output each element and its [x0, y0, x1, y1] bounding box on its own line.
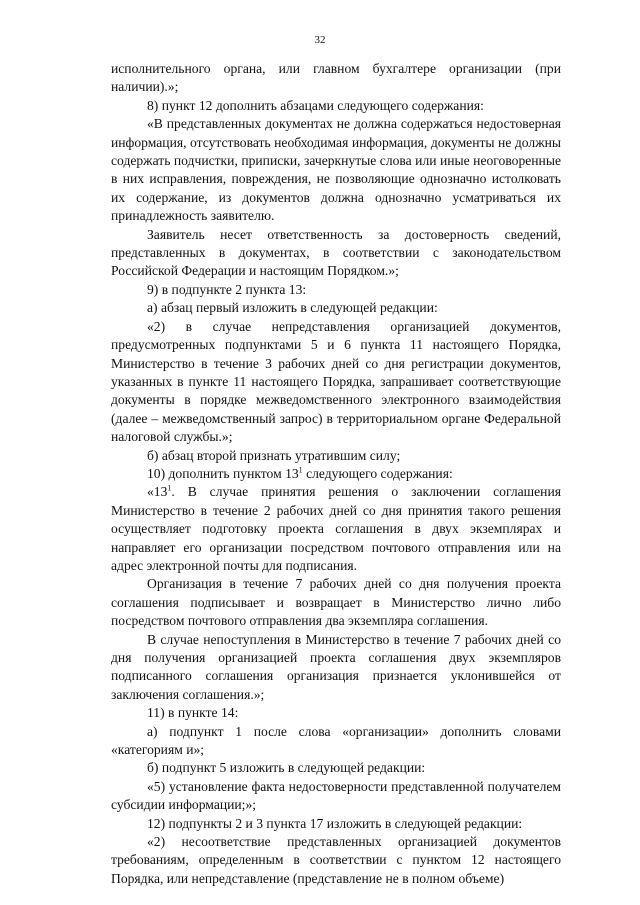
- paragraph-item-12: 12) подпункты 2 и 3 пункта 17 изложить в следующей редакции:: [147, 815, 523, 831]
- paragraph-continuation: исполнительного органа, или главном бухгалтере организации (при наличии).»;: [111, 61, 561, 95]
- superscript-1: 1: [298, 465, 303, 475]
- paragraph-item-11b: б) подпункт 5 изложить в следующей редакции:: [147, 760, 426, 776]
- paragraph-quote-nonconformity: «2) несоответствие представленных организацией документов требованиям, определенным в соответствии с пунктом 12 настоящего Порядка, или непредставление (представление не в полном объеме): [111, 834, 561, 886]
- paragraph-quote-13-1-after: . В случае принятия решения о заключении соглашения Министерство в течение 2 рабочих дней со дня принятия такого решения осуществляет подготовку проекта соглашения в двух экземплярах и направляет его организации посредством почтового отправления или на адрес электронной почты для подписания.: [111, 484, 561, 573]
- paragraph-item-11a: а) подпункт 1 после слова «организации» дополнить словами «категориям и»;: [111, 723, 561, 758]
- paragraph-item-8: 8) пункт 12 дополнить абзацами следующего содержания:: [147, 97, 484, 113]
- paragraph-quote-13-1: [111, 483, 561, 575]
- paragraph-item-11: 11) в пункте 14:: [147, 705, 239, 721]
- page-number: 32: [314, 34, 326, 46]
- paragraph-item-9b: б) абзац второй признать утратившим силу;: [147, 447, 401, 463]
- paragraph-quote-documents: «В представленных документах не должна содержаться недостоверная информация, отсутствовать необходимая информация, документы не должны содержать подчистки, приписки, зачеркнутые слова или иные неоговоренные в них исправления, повреждения, не позволяющие однозначно истолковать их содержание, из документов должна однозначно усматриваться их принадлежность заявителю.: [111, 116, 561, 224]
- paragraph-quote-subitem-2: «2) в случае непредставления организацией документов, предусмотренных подпунктами 5 и 6 пункта 11 настоящего Порядка, Министерство в течение 3 рабочих дней со дня регистрации документов, указанных в пункте 11 настоящего Порядка, запрашивает соответствующие документы в порядке межведомственного электронного взаимодействия (далее – межведомственный запрос) в территориальном органе Федеральной налоговой службы.»;: [111, 318, 561, 445]
- paragraph-item-9: 9) в подпункте 2 пункта 13:: [147, 281, 307, 297]
- paragraph-item-10: [111, 465, 561, 483]
- superscript-1: 1: [167, 483, 172, 493]
- paragraph-organization-signs: Организация в течение 7 рабочих дней со дня получения проекта соглашения подписывает и возвращает в Министерство лично либо посредством почтового отправления два экземпляра соглашения.: [111, 576, 561, 629]
- document-body: [111, 60, 561, 888]
- paragraph-quote-subitem-5: «5) установление факта недостоверности представленной получателем субсидии информации;»;: [111, 778, 561, 813]
- paragraph-applicant-responsibility: Заявитель несет ответственность за достоверность сведений, представленных в документах, в соответствии с законодательством Российской Федерации и настоящим Порядком.»;: [111, 226, 561, 279]
- paragraph-item-10-before: 10) дополнить пунктом 13: [147, 465, 299, 481]
- paragraph-item-9a: а) абзац первый изложить в следующей редакции:: [147, 300, 438, 316]
- paragraph-quote-13-1-before: «13: [147, 484, 168, 500]
- paragraph-item-10-after: следующего содержания:: [302, 465, 453, 481]
- paragraph-non-receipt: В случае непоступления в Министерство в течение 7 рабочих дней со дня получения организацией проекта соглашения двух экземпляров подписанного соглашения организация признается уклонившейся от заключения соглашения.»;: [111, 631, 561, 702]
